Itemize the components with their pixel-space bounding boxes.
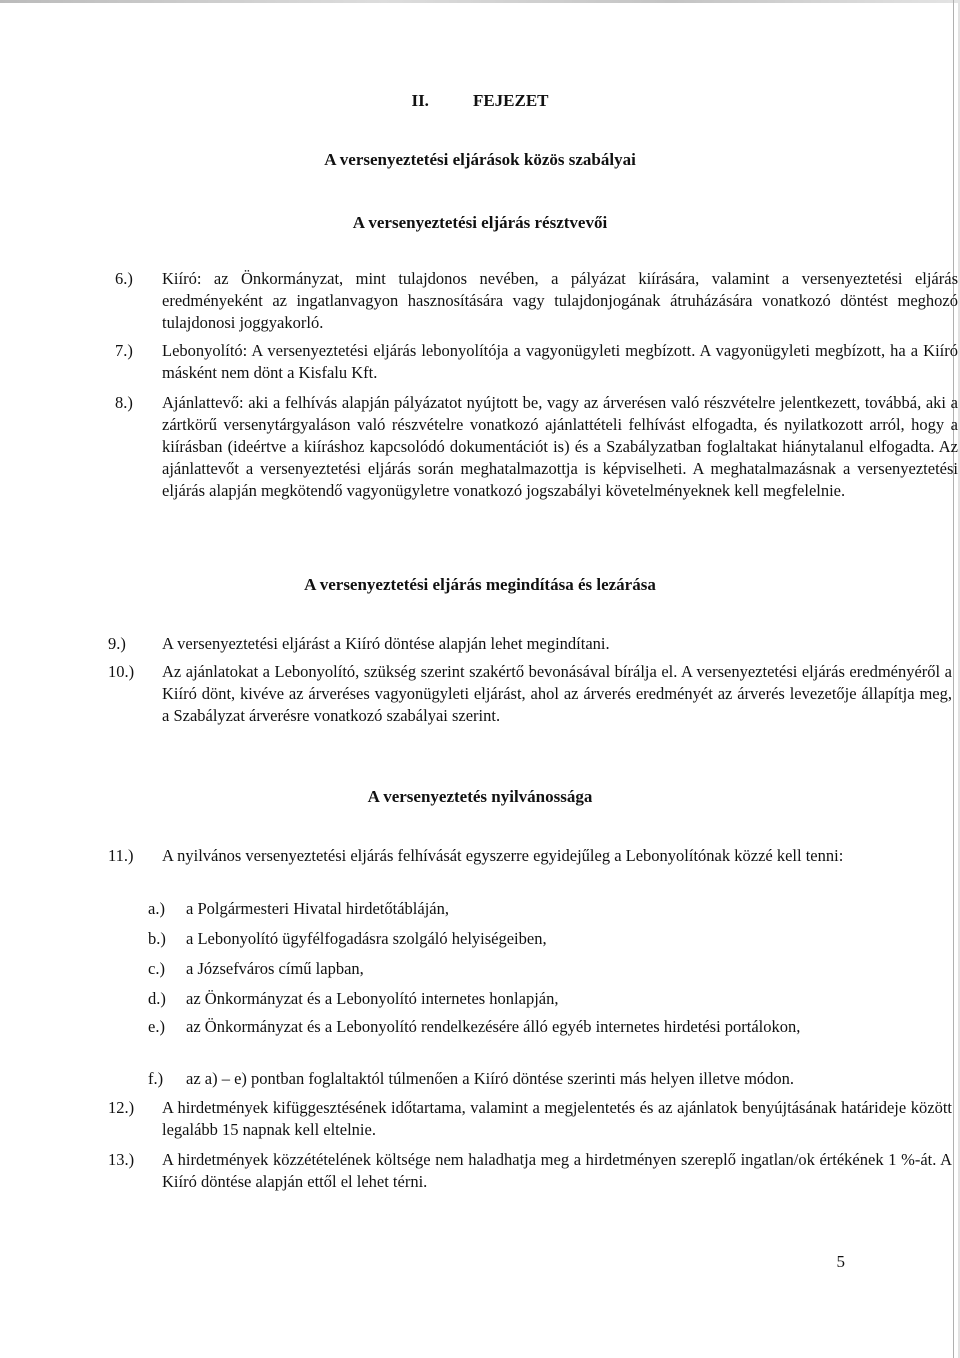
paragraph-text: A hirdetmények közzétételének költsége nem haladhatja meg a hirdetményen szereplő ingatlan/ok értékének 1 %-át. A Kiíró döntése alapján ettől el lehet térni. xyxy=(162,1150,952,1191)
subitem-letter: c.) xyxy=(148,959,165,978)
section-heading-publicity: A versenyeztetés nyilvánossága xyxy=(367,787,593,806)
page-number: 5 xyxy=(836,1252,845,1271)
section-heading-common-rules: A versenyeztetési eljárások közös szabályai xyxy=(324,150,636,169)
paragraph-text: A nyilvános versenyeztetési eljárás felhívását egyszerre egyidejűleg a Lebonyolítónak közzé kell tenni: xyxy=(162,846,844,865)
paragraph-text: Kiíró: az Önkormányzat, mint tulajdonos nevében, a pályázat kiírására, valamint a versenyeztetési eljárás eredményeként az ingatlanvagyon hasznosítására vagy tulajdonjogának átruházására vonatkozó döntést meghozó tulajdonosi joggyakorló. xyxy=(162,269,958,332)
paragraph-number: 11.) xyxy=(108,846,134,865)
subitem-text: az Önkormányzat és a Lebonyolító rendelkezésére álló egyéb internetes hirdetési portálokon, xyxy=(186,1017,801,1036)
paragraph-text: A versenyeztetési eljárást a Kiíró döntése alapján lehet megindítani. xyxy=(162,634,610,653)
subitem-letter: f.) xyxy=(148,1069,164,1088)
subitem-letter: e.) xyxy=(148,1017,165,1036)
paragraph-number: 6.) xyxy=(115,269,133,288)
paragraph-number: 9.) xyxy=(108,634,126,653)
subitem-text: a Lebonyolító ügyfélfogadásra szolgáló helyiségeiben, xyxy=(186,929,547,948)
chapter-heading xyxy=(0,91,960,111)
subitem-letter: d.) xyxy=(148,989,166,1008)
section-heading-participants: A versenyeztetési eljárás résztvevői xyxy=(352,213,608,232)
paragraph-number: 7.) xyxy=(115,341,133,360)
subitem-letter: b.) xyxy=(148,929,166,948)
subitem-letter: a.) xyxy=(148,899,165,918)
paragraph-number: 10.) xyxy=(108,662,135,681)
scan-edge-top xyxy=(0,0,960,3)
subitem-text: a Józsefváros című lapban, xyxy=(186,959,364,978)
subitem-text: a Polgármesteri Hivatal hirdetőtábláján, xyxy=(186,899,449,918)
subitem-text: az Önkormányzat és a Lebonyolító internetes honlapján, xyxy=(186,989,559,1008)
paragraph-text: Lebonyolító: A versenyeztetési eljárás lebonyolítója a vagyonügyleti megbízott. A vagyonügyleti megbízott, ha a Kiíró másként nem dönt a Kisfalu Kft. xyxy=(162,341,958,382)
section-heading-start-close: A versenyeztetési eljárás megindítása és lezárása xyxy=(304,575,656,594)
paragraph-number: 13.) xyxy=(108,1150,135,1169)
paragraph-number: 12.) xyxy=(108,1098,135,1117)
paragraph-number: 8.) xyxy=(115,393,133,412)
subitem-text: az a) – e) pontban foglaltaktól túlmenően a Kiíró döntése szerinti más helyen illetve módon. xyxy=(186,1069,795,1088)
paragraph-text: A hirdetmények kifüggesztésének időtartama, valamint a megjelentetés és az ajánlatok benyújtásának határideje között legalább 15 napnak kell eltelnie. xyxy=(162,1098,952,1139)
chapter-number: II. xyxy=(411,91,429,110)
scan-edge-right xyxy=(953,0,954,1358)
paragraph-text: Ajánlattevő: aki a felhívás alapján pályázatot nyújtott be, vagy az árverésen való részvételre jelentkezett, továbbá, aki a zártkörű versenytárgyaláson való részvételre vonatkozó ajánlattételi felhívást elfogadta, és nyilatkozott arról, hogy a kiírásban (ideértve a kiíráshoz kapcsolódó dokumentációt is) és a Szabályzatban foglaltakat hiánytalanul elfogadta. Az ajánlattevőt a versenyeztetési eljárás során meghatalmazottja is képviselheti. A meghatalmazásnak a versenyeztetési eljárás alapján megkötendő vagyonügyletre vonatkozó jogszabályi követelményeknek kell megfelelnie. xyxy=(162,393,958,500)
chapter-title: FEJEZET xyxy=(472,91,549,110)
paragraph-text: Az ajánlatokat a Lebonyolító, szükség szerint szakértő bevonásával bírálja el. A versenyeztetési eljárás eredményéről a Kiíró dönt, kivéve az árveréses vagyonügyleti eljárást, ahol az árverés eredményét az árverés levezetője állapítja meg, a Szabályzat árverésre vonatkozó szabályai szerint. xyxy=(162,662,952,725)
